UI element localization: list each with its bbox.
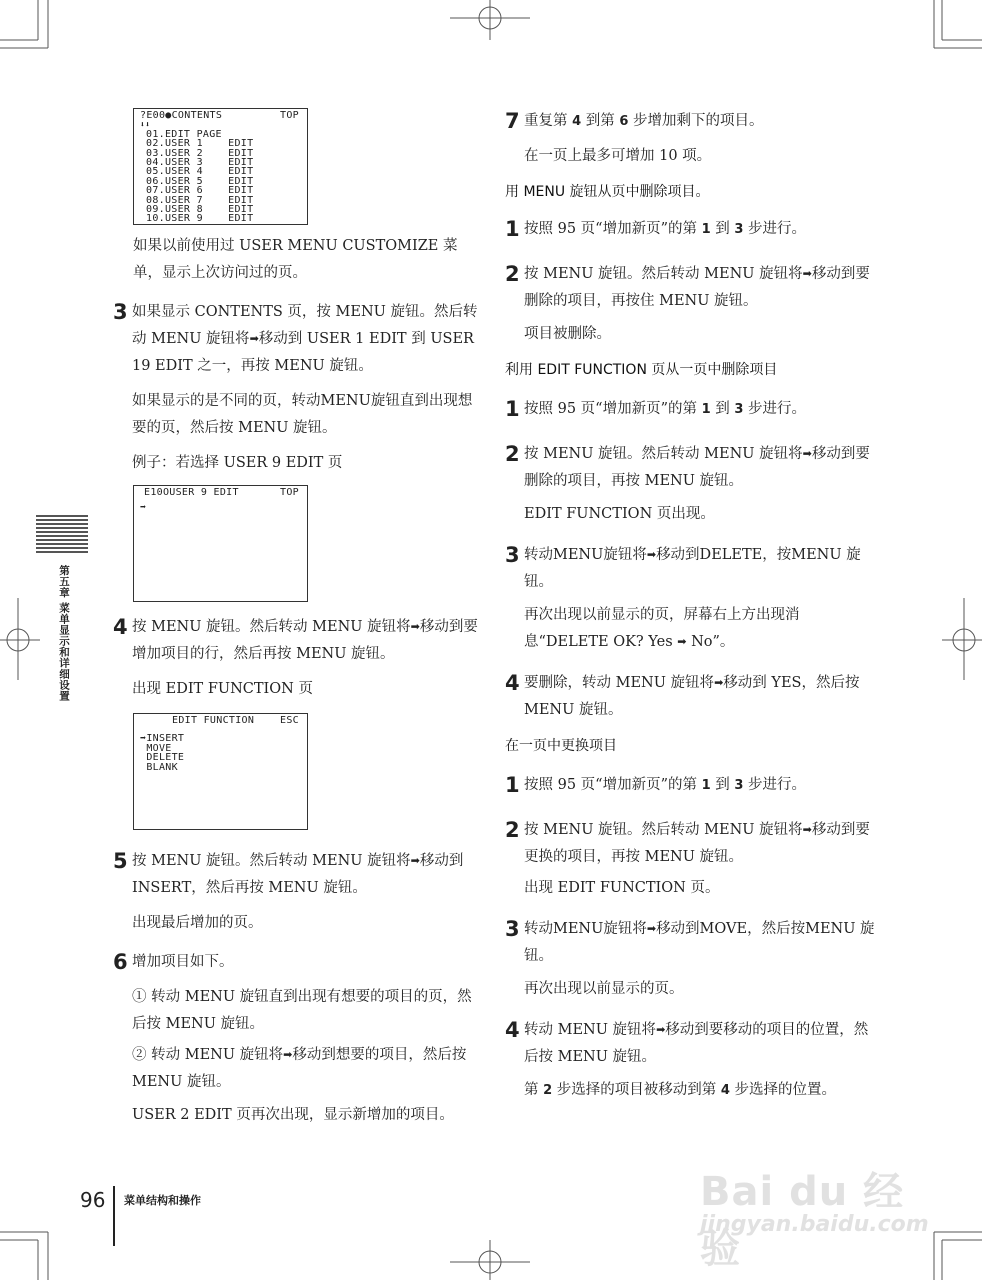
step-text: 按照 95 页“增加新页”的第	[524, 221, 697, 237]
screen-row: 04.USER 3 EDIT	[146, 157, 254, 169]
arrow-icon: ➡	[249, 332, 259, 345]
right-column	[505, 108, 877, 1104]
step-text: 转动 MENU 旋钮将	[524, 1022, 657, 1038]
screen-header: ?E00●CONTENTS	[140, 110, 223, 121]
step-text: 到	[715, 401, 730, 417]
step-number: 4	[505, 671, 520, 695]
menu-item-insert: ➡INSERT	[140, 733, 185, 745]
step-text: 移动到要更换的项目，再按 MENU 旋钮。	[524, 822, 870, 865]
chapter-tab-label: 第五章 菜单显示和详细设置	[58, 565, 70, 702]
step-text: 移动到要移动的项目的位置，然后按 MENU 旋钮。	[524, 1022, 869, 1065]
step-note: EDIT FUNCTION 页出现。	[524, 506, 715, 522]
step-text: 到	[715, 221, 730, 237]
delete-func-step-3	[505, 542, 877, 656]
delete-func-step-1	[505, 396, 877, 423]
step-4	[113, 614, 485, 703]
move-step-2	[505, 817, 877, 902]
step-text: 移动到 INSERT，然后再按 MENU 旋钮。	[132, 853, 464, 896]
page-number: 96	[80, 1188, 106, 1212]
screen-row: 06.USER 5 EDIT	[146, 175, 254, 187]
step-number: 7	[505, 109, 520, 133]
screen-header-right: TOP	[280, 110, 299, 121]
watermark-url: jingyan.baidu.com	[700, 1212, 929, 1237]
arrow-icon: ➡	[677, 635, 687, 648]
scroll-arrows-icon: ⬇⬇	[140, 120, 151, 130]
screen-row: 08.USER 7 EDIT	[146, 194, 254, 206]
arrow-icon: ➡	[802, 823, 812, 836]
step-text: 增加项目如下。	[132, 954, 234, 970]
arrow-icon: ➡	[646, 922, 657, 935]
screen-row: 03.USER 2 EDIT	[146, 147, 254, 159]
screen-row: 09.USER 8 EDIT	[146, 204, 254, 216]
step-ref: 1	[701, 222, 711, 237]
step-note: 出现 EDIT FUNCTION 页。	[524, 880, 720, 896]
delete-func-step-4	[505, 670, 877, 724]
step-text: 步进行。	[748, 401, 807, 417]
step-ref: 3	[734, 778, 744, 793]
step-text: 移动到 USER 1 EDIT 到 USER 19 EDIT 之一，再按 MENU 旋钮。	[132, 331, 474, 374]
footer-divider	[113, 1186, 115, 1246]
step-text: 到第	[585, 113, 615, 129]
step-ref: 3	[734, 222, 744, 237]
step-note: USER 2 EDIT 页再次出现，显示新增加的项目。	[132, 1107, 454, 1123]
step-ref: 3	[734, 402, 744, 417]
step-text: 按 MENU 旋钮。然后转动 MENU 旋钮将	[132, 619, 411, 635]
step-number: 3	[505, 543, 520, 567]
example-caption: 例子：若选择 USER 9 EDIT 页	[132, 455, 343, 471]
delete-menu-step-1	[505, 216, 877, 243]
step-text: 如果显示 CONTENTS 页，按 MENU 旋钮。然后转动 MENU 旋钮将	[132, 304, 478, 347]
step-number: 2	[505, 818, 520, 842]
step-text: 步增加剩下的项目。	[633, 113, 764, 129]
contents-screen	[133, 108, 308, 225]
screen-row: 10.USER 9 EDIT	[146, 213, 254, 225]
step-note: 出现最后增加的页。	[132, 915, 263, 931]
menu-item-delete: DELETE	[140, 752, 185, 764]
step-text: 按 MENU 旋钮。然后转动 MENU 旋钮将	[132, 853, 411, 869]
screen-row: 07.USER 6 EDIT	[146, 185, 254, 197]
step-number: 3	[113, 300, 128, 324]
step-text: 移动到要增加项目的行，然后再按 MENU 旋钮。	[132, 619, 478, 662]
left-column	[113, 108, 485, 1129]
delete-menu-step-2	[505, 261, 877, 348]
menu-item-blank: BLANK	[140, 761, 178, 773]
screen-header-right: ESC	[280, 715, 299, 726]
step-number: 2	[505, 442, 520, 466]
step-note: 再次出现以前显示的页。	[524, 981, 684, 997]
step-number: 6	[113, 950, 128, 974]
screen-row: 05.USER 4 EDIT	[146, 166, 254, 178]
substep-text: 移动到想要的项目，然后按 MENU 旋钮。	[132, 1047, 467, 1090]
step-5	[113, 848, 485, 937]
screen-header-right: TOP	[280, 487, 299, 498]
step-text: 移动到要删除的项目，再按住 MENU 旋钮。	[524, 266, 870, 309]
step-text: 移动到DELETE，按MENU 旋钮。	[524, 547, 861, 590]
step-6	[113, 949, 485, 1129]
step-number: 5	[113, 849, 128, 873]
step-text: 按照 95 页“增加新页”的第	[524, 777, 697, 793]
arrow-icon: ➡	[802, 267, 812, 280]
delete-func-step-2	[505, 441, 877, 528]
arrow-icon: ➡	[410, 854, 420, 867]
step-text: 按 MENU 旋钮。然后转动 MENU 旋钮将	[524, 266, 803, 282]
section-heading: 用 MENU 旋钮从页中删除项目。	[505, 184, 710, 200]
menu-item-move: MOVE	[140, 742, 172, 754]
user9-edit-screen	[133, 485, 308, 602]
step-note: 在一页上最多可增加 10 项。	[524, 148, 712, 164]
step-note: 步选择的位置。	[734, 1082, 837, 1098]
step-number: 1	[505, 217, 520, 241]
move-step-3	[505, 916, 877, 1003]
step-note: 出现 EDIT FUNCTION 页	[132, 681, 313, 697]
substep-2	[132, 1042, 485, 1096]
step-number: 4	[505, 1018, 520, 1042]
arrow-icon: ➡	[646, 548, 657, 561]
cursor-arrow-icon: ➡	[140, 502, 147, 514]
step-text: 按照 95 页“增加新页”的第	[524, 401, 697, 417]
step-ref: 1	[701, 778, 711, 793]
step-number: 3	[505, 917, 520, 941]
step-text: 移动到 YES，然后按 MENU 旋钮。	[524, 675, 860, 718]
step-text: 转动MENU旋钮将	[524, 547, 647, 563]
step-note: No”。	[691, 634, 735, 650]
section-heading: 在一页中更换项目	[505, 738, 617, 754]
step-text: 按 MENU 旋钮。然后转动 MENU 旋钮将	[524, 822, 803, 838]
screen-header: E10OUSER 9 EDIT	[144, 487, 239, 498]
step-text: 转动MENU旋钮将	[524, 921, 647, 937]
step-3	[113, 299, 485, 477]
step-note: 步选择的项目被移动到第	[556, 1082, 717, 1098]
step-number: 2	[505, 262, 520, 286]
baidu-watermark	[700, 1160, 930, 1272]
step-number: 1	[505, 773, 520, 797]
step-ref: 2	[543, 1083, 553, 1098]
step-text: 步进行。	[748, 221, 807, 237]
arrow-icon: ➡	[656, 1023, 666, 1036]
step-number: 4	[113, 615, 128, 639]
step-text: 重复第	[524, 113, 568, 129]
step-ref: 4	[572, 114, 582, 129]
step-ref: 4	[720, 1083, 730, 1098]
step-ref: 1	[701, 402, 711, 417]
chapter-tab-lines	[36, 515, 88, 555]
arrow-icon: ➡	[802, 447, 812, 460]
step-note: 项目被删除。	[524, 326, 611, 342]
note-paragraph: 如果以前使用过 USER MENU CUSTOMIZE 菜单，显示上次访问过的页。	[133, 238, 458, 281]
screen-header: EDIT FUNCTION	[172, 715, 255, 726]
move-step-4	[505, 1017, 877, 1104]
step-text: 要删除，转动 MENU 旋钮将	[524, 675, 715, 691]
footer-title: 菜单结构和操作	[124, 1194, 201, 1207]
section-heading: 利用 EDIT FUNCTION 页从一页中删除项目	[505, 362, 778, 378]
step-number: 1	[505, 397, 520, 421]
step-text: 到	[715, 777, 730, 793]
step-text: 按 MENU 旋钮。然后转动 MENU 旋钮将	[524, 446, 803, 462]
step-note: 如果显示的是不同的页，转动MENU旋钮直到出现想要的页，然后按 MENU 旋钮。	[132, 393, 473, 436]
move-step-1	[505, 772, 877, 799]
substep-text: ② 转动 MENU 旋钮将	[132, 1047, 284, 1063]
arrow-icon: ➡	[714, 676, 724, 689]
watermark-logo: Bai du 经验	[700, 1169, 905, 1272]
screen-row: 02.USER 1 EDIT	[146, 138, 254, 150]
step-ref: 6	[619, 114, 629, 129]
step-7	[505, 108, 877, 170]
arrow-icon: ➡	[410, 620, 420, 633]
step-text: 移动到MOVE，然后按MENU 旋钮。	[524, 921, 875, 964]
screen-row: 01.EDIT PAGE	[146, 128, 222, 140]
edit-function-screen	[133, 713, 308, 830]
step-note: 再次出现以前显示的页，屏幕右上方出现消息“DELETE OK? Yes	[524, 607, 800, 650]
substep-1: ① 转动 MENU 旋钮直到出现有想要的项目的页，然后按 MENU 旋钮。	[132, 989, 472, 1032]
step-text: 步进行。	[748, 777, 807, 793]
arrow-icon: ➡	[283, 1048, 293, 1061]
step-note: 第	[524, 1082, 539, 1098]
step-text: 移动到要删除的项目，再按 MENU 旋钮。	[524, 446, 870, 489]
